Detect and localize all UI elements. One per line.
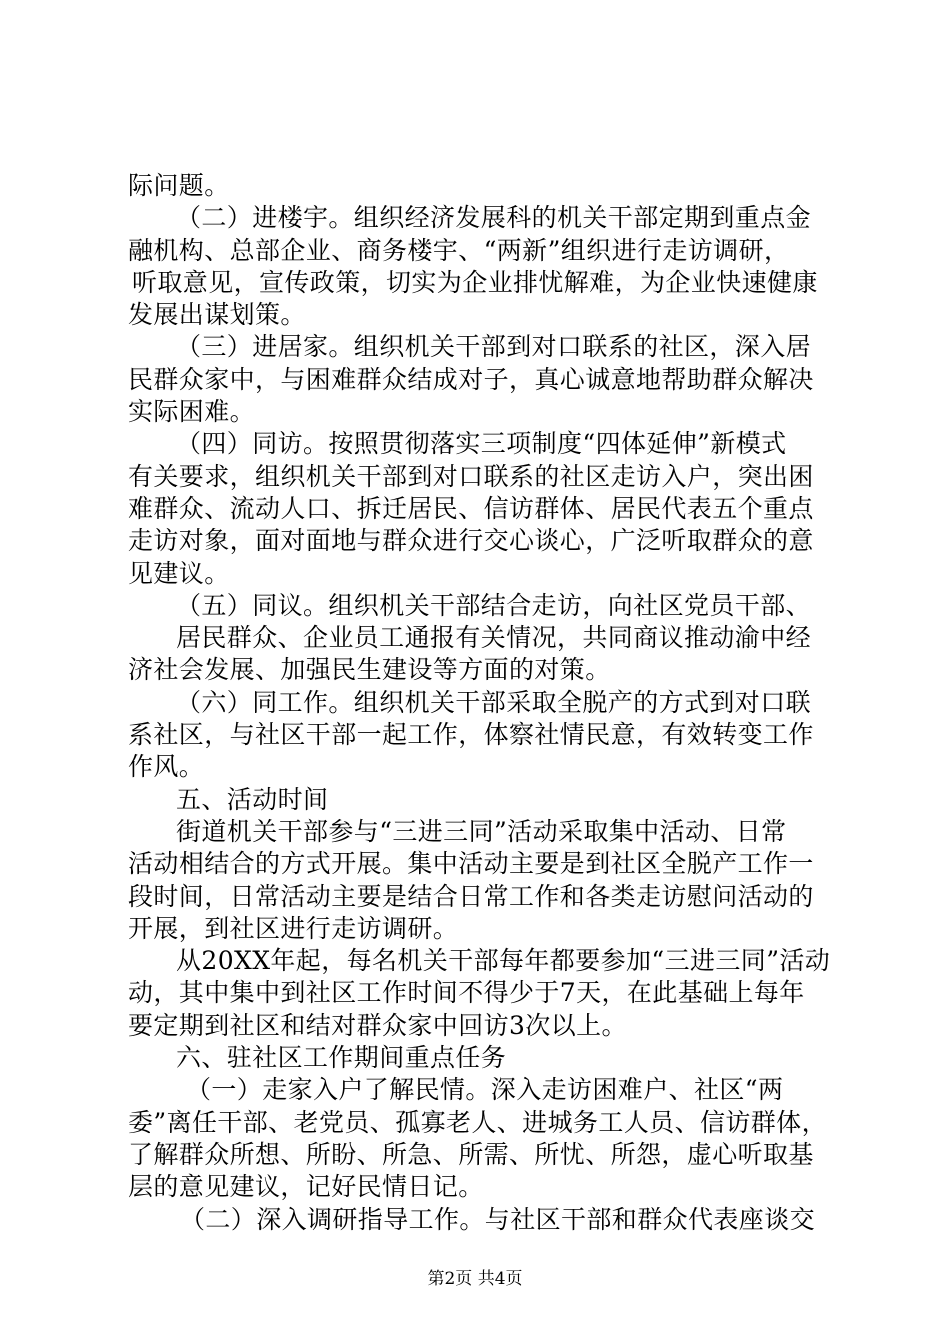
- text-line: 系社区，与社区干部一起工作，体察社情民意，有效转变工作: [128, 720, 814, 750]
- text-line: 融机构、总部企业、商务楼宇、“两新”组织进行走访调研，: [128, 235, 790, 265]
- text-line: 民群众家中，与困难群众结成对子，真心诚意地帮助群众解决: [128, 364, 814, 394]
- text-line: 层的意见建议，记好民情日记。: [128, 1172, 484, 1202]
- text-line: 从20XX年起，每名机关干部每年都要参加“三进三同”活动: [176, 946, 831, 976]
- text-line: 作风。: [128, 752, 205, 782]
- text-line: 了解群众所想、所盼、所急、所需、所忧、所怨，虚心听取基: [128, 1139, 814, 1169]
- section-heading: 五、活动时间: [176, 784, 329, 814]
- text-line: 开展，到社区进行走访调研。: [128, 913, 459, 943]
- text-line: （五）同议。组织机关干部结合走访，向社区党员干部、: [176, 590, 812, 620]
- text-line: （二）深入调研指导工作。与社区干部和群众代表座谈交: [180, 1204, 816, 1234]
- text-line: 见建议。: [128, 558, 230, 588]
- text-line: 有关要求，组织机关干部到对口联系的社区走访入户，突出困: [128, 461, 814, 491]
- text-line: （一）走家入户了解民情。深入走访困难户、社区“两: [186, 1075, 784, 1105]
- text-line: 居民群众、企业员工通报有关情况，共同商议推动渝中经: [176, 623, 812, 653]
- section-heading: 六、驻社区工作期间重点任务: [176, 1043, 507, 1073]
- text-line: 际问题。: [128, 171, 230, 200]
- document-body: [128, 170, 834, 1236]
- text-line: （二）进楼宇。组织经济发展科的机关干部定期到重点金: [176, 203, 812, 233]
- text-line: 发展出谋划策。: [128, 300, 306, 330]
- text-line: 要定期到社区和结对群众家中回访3次以上。: [128, 1010, 627, 1040]
- page-number-footer: 第2页 共4页: [427, 1269, 523, 1289]
- text-line: 听取意见，宣传政策，切实为企业排忧解难，为企业快速健康: [132, 267, 818, 297]
- text-line: 济社会发展、加强民生建设等方面的对策。: [128, 655, 611, 685]
- text-line: （三）进居家。组织机关干部到对口联系的社区，深入居: [176, 332, 812, 362]
- text-line: （六）同工作。组织机关干部采取全脱产的方式到对口联: [176, 687, 812, 717]
- text-line: 活动相结合的方式开展。集中活动主要是到社区全脱产工作一: [128, 849, 814, 879]
- text-line: 走访对象，面对面地与群众进行交心谈心，广泛听取群众的意: [128, 526, 814, 556]
- text-line: 难群众、流动人口、拆迁居民、信访群体、居民代表五个重点: [128, 493, 814, 523]
- text-line: 动，其中集中到社区工作时间不得少于7天，在此基础上每年: [128, 978, 805, 1008]
- text-line: 委”离任干部、老党员、孤寡老人、进城务工人员、信访群体，: [128, 1107, 827, 1137]
- text-line: 街道机关干部参与“三进三同”活动采取集中活动、日常: [176, 816, 787, 846]
- text-line: 段时间，日常活动主要是结合日常工作和各类走访慰问活动的: [128, 881, 814, 911]
- text-line: （四）同访。按照贯彻落实三项制度“四体延伸”新模式: [176, 429, 787, 459]
- text-line: 实际困难。: [128, 397, 256, 427]
